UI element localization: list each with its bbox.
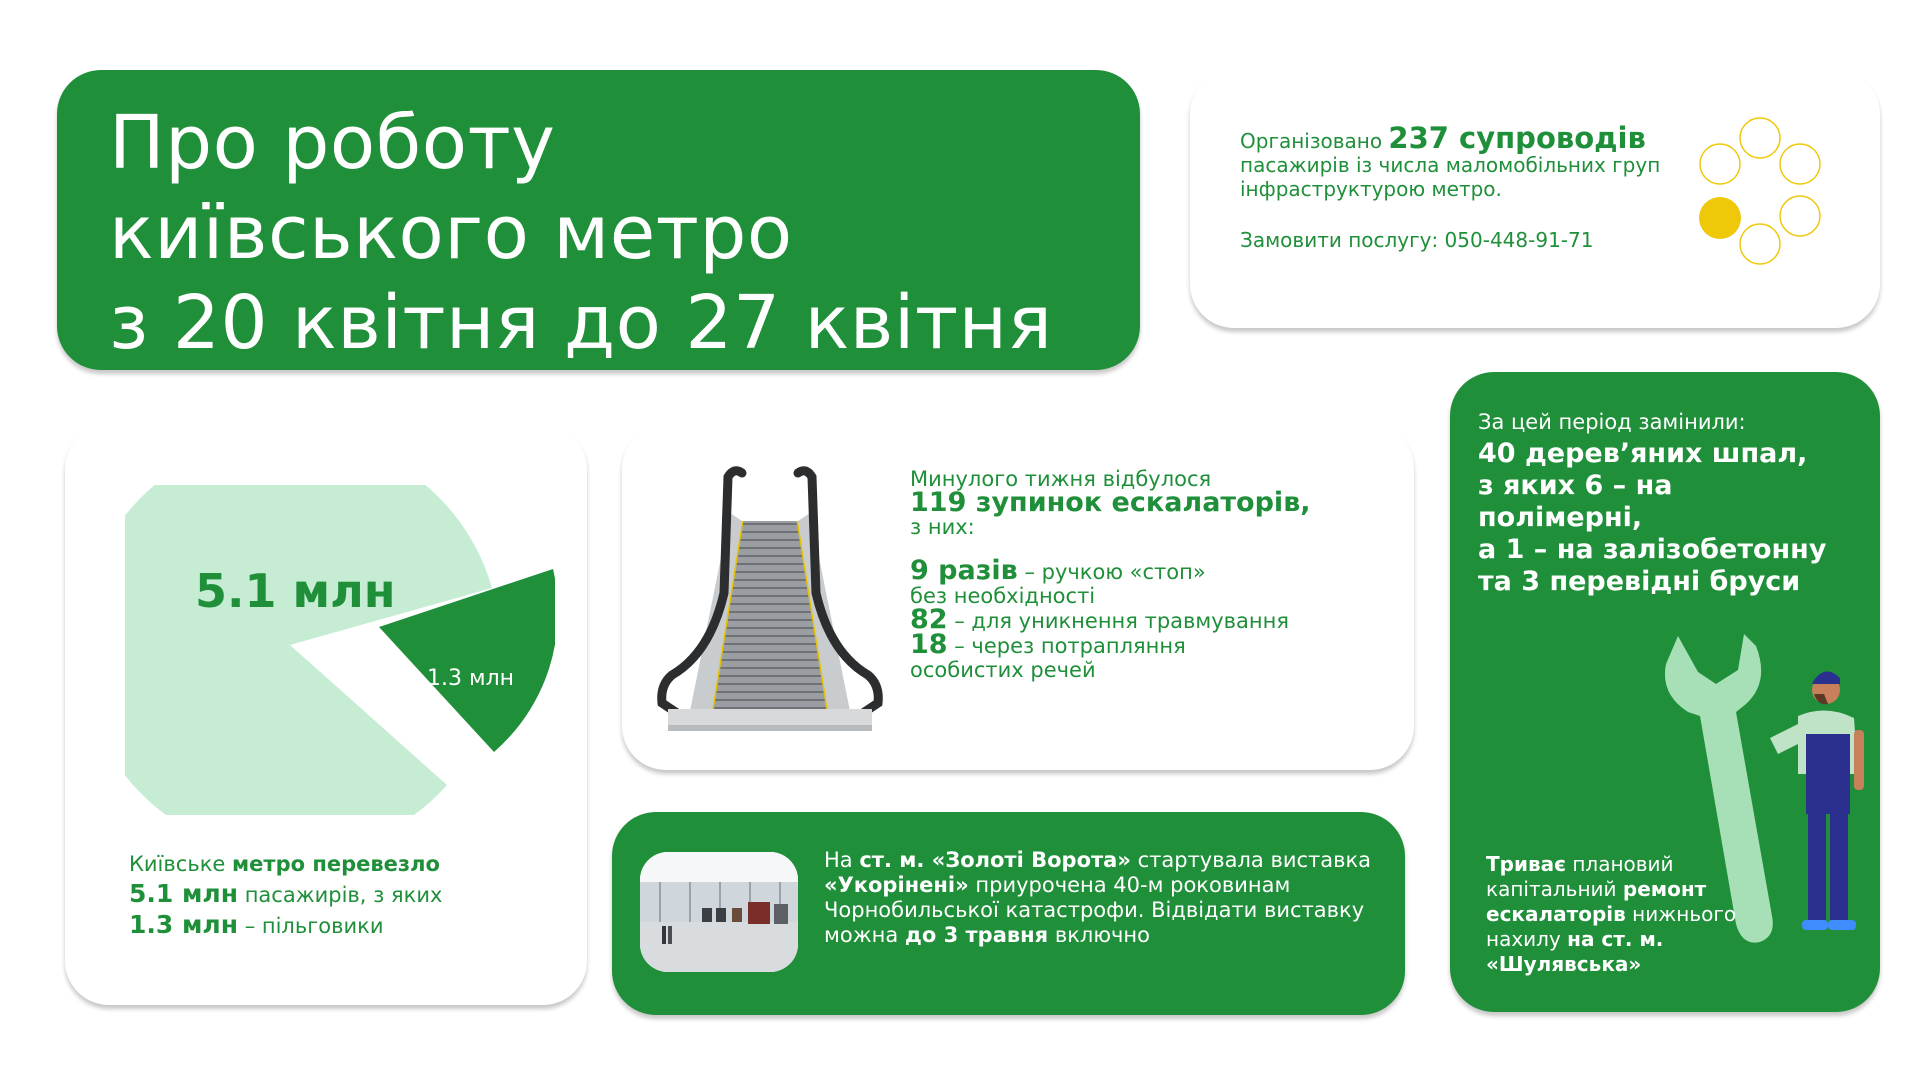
passengers-card [65, 425, 587, 1005]
exhibition-t3: стартувала виставка [1130, 848, 1372, 872]
exhibition-card [612, 812, 1405, 1015]
passengers-line2-b: пасажирів, з яких [238, 883, 443, 907]
escalators-item3-text2: особистих речей [910, 658, 1096, 682]
passengers-line1-b: метро перевезло [231, 852, 440, 876]
repair-list-2: з яких 6 – на [1478, 470, 1673, 501]
repair-list-3: полімерні, [1478, 502, 1643, 533]
exhibition-t1: На [824, 848, 860, 872]
escort-card [1190, 70, 1880, 328]
repair-list-5: та 3 перевідні бруси [1478, 566, 1801, 597]
escort-count: 237 супроводів [1388, 121, 1646, 155]
exhibition-name: «Укорінені» [824, 873, 969, 897]
escalator-icon [650, 453, 890, 743]
title-banner [57, 70, 1140, 370]
title-line-2: київського метро [109, 190, 793, 276]
escalators-item2-num: 82 [910, 604, 948, 635]
order-service-phone: Замовити послугу: 050-448-91-71 [1240, 228, 1594, 252]
circles-decoration-icon [1690, 116, 1830, 266]
exhibition-photo [640, 852, 798, 972]
escalators-of-them: з них: [910, 515, 975, 539]
exhibition-t7: включно [1048, 923, 1150, 947]
repair-list-1: 40 дерев’яних шпал, [1478, 438, 1808, 469]
escalators-headline: 119 зупинок ескалаторів, [910, 487, 1311, 518]
passengers-text [129, 849, 579, 941]
passengers-line3-b: – пільговики [238, 914, 384, 938]
escalators-item1-text2: без необхідності [910, 584, 1096, 608]
repair-note-4: нижнього нахилу [1486, 902, 1737, 951]
repair-list [1478, 438, 1868, 598]
title-line-3: з 20 квітня до 27 квітня [109, 280, 1053, 366]
escort-prefix: Організовано [1240, 129, 1389, 153]
passengers-line1-a: Київське [129, 852, 232, 876]
repair-note-5: на ст. м. «Шулявська» [1486, 927, 1664, 976]
pie-label-total: 5.1 млн [195, 564, 396, 618]
page-title [109, 98, 1129, 368]
escalators-item3-num: 18 [910, 629, 948, 660]
escort-description: пасажирів із числа маломобільних груп інфраструктурою метро. [1240, 153, 1661, 201]
exhibition-text [824, 848, 1384, 948]
escalators-item2-text: – для уникнення травмування [947, 609, 1290, 633]
passengers-preferential: 1.3 млн [129, 910, 239, 939]
repair-note-2: плановий капітальний [1486, 852, 1674, 901]
exhibition-t5: приурочена 40-м роковинам Чорнобильської катастрофи. Відвідати виставку можна [824, 873, 1365, 947]
passengers-total: 5.1 млн [129, 879, 239, 908]
title-line-1: Про роботу [109, 100, 556, 186]
repair-card [1450, 372, 1880, 1012]
exhibition-until: до 3 травня [904, 923, 1049, 947]
exhibition-station: ст. м. «Золоті Ворота» [859, 848, 1131, 872]
exhibition-hall-image [640, 852, 798, 972]
escalators-item1-text: – ручкою «стоп» [1017, 560, 1206, 584]
repair-heading: За цей період замінили: [1478, 410, 1746, 434]
escalators-card [622, 425, 1414, 770]
repair-note-3: ремонт ескалаторів [1486, 877, 1707, 926]
escort-text [1240, 121, 1690, 201]
escalators-text [910, 467, 1400, 682]
repair-note [1486, 852, 1756, 977]
escalators-intro: Минулого тижня відбулося [910, 467, 1212, 491]
escalators-item3-text: – через потрапляння [947, 634, 1186, 658]
repair-list-4: а 1 – на залізобетонну [1478, 534, 1827, 565]
escalators-item1-num: 9 разів [910, 555, 1018, 586]
repair-note-1: Триває [1486, 852, 1566, 876]
pie-label-preferential: 1.3 млн [427, 666, 515, 691]
passengers-pie-chart [125, 485, 555, 815]
